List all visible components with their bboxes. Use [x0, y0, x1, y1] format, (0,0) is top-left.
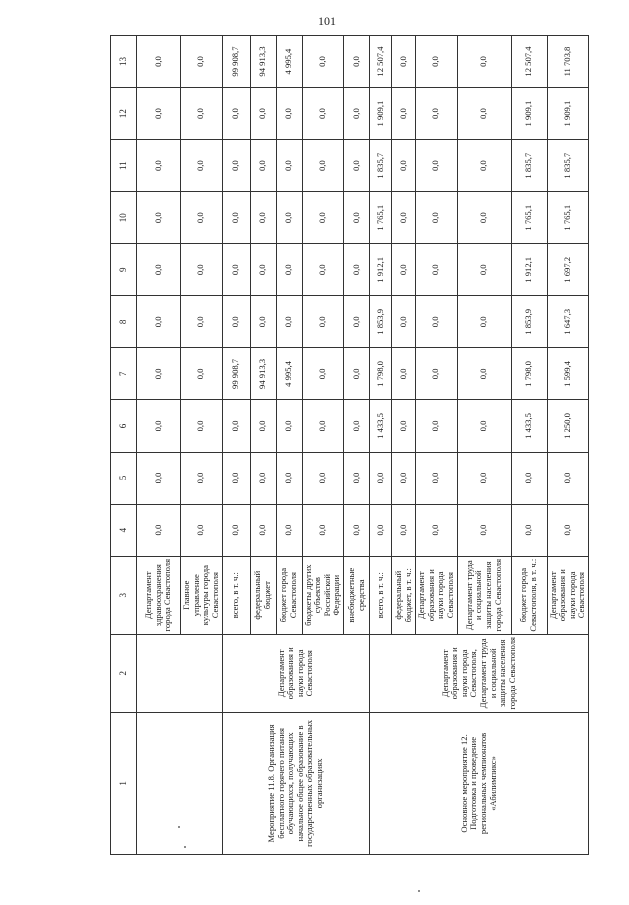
- value-cell: 12 507,4: [511, 36, 547, 88]
- value-cell: 0,0: [181, 400, 223, 452]
- funding-source-cell: Департамент образования и науки города Севастополя: [416, 556, 458, 634]
- table-row: [222, 36, 250, 855]
- value-cell: 0,0: [222, 504, 250, 556]
- value-cell: 0,0: [547, 504, 589, 556]
- scan-speck: [418, 890, 420, 892]
- value-cell: 0,0: [222, 140, 250, 192]
- value-cell: 0,0: [137, 140, 181, 192]
- budget-table: [110, 35, 589, 855]
- value-cell: 0,0: [511, 504, 547, 556]
- value-cell: 0,0: [276, 296, 302, 348]
- value-cell: 0,0: [137, 36, 181, 88]
- value-cell: 0,0: [181, 296, 223, 348]
- value-cell: 0,0: [302, 348, 344, 400]
- executor-cell: Департамент образования и науки города Севастополя: [222, 634, 370, 712]
- value-cell: 1 835,7: [547, 140, 589, 192]
- value-cell: 0,0: [344, 296, 370, 348]
- header-cell: 7: [111, 348, 137, 400]
- value-cell: 0,0: [137, 88, 181, 140]
- value-cell: 94 913,3: [250, 348, 276, 400]
- funding-source-cell: всего, в т. ч.:: [222, 556, 250, 634]
- scan-speck: [178, 826, 180, 828]
- value-cell: 0,0: [416, 244, 458, 296]
- value-cell: 0,0: [392, 452, 416, 504]
- value-cell: 1 433,5: [370, 400, 392, 452]
- funding-source-cell: Департамент труда и социальной защиты населения города Севастополя: [457, 556, 511, 634]
- value-cell: 1 835,7: [370, 140, 392, 192]
- value-cell: 4 995,4: [276, 348, 302, 400]
- value-cell: 0,0: [302, 192, 344, 244]
- value-cell: 1 765,1: [370, 192, 392, 244]
- value-cell: 12 507,4: [370, 36, 392, 88]
- value-cell: 0,0: [250, 192, 276, 244]
- value-cell: 0,0: [416, 140, 458, 192]
- header-cell: 11: [111, 140, 137, 192]
- header-cell: 2: [111, 634, 137, 712]
- value-cell: 0,0: [344, 244, 370, 296]
- value-cell: 0,0: [370, 504, 392, 556]
- header-cell: 1: [111, 712, 137, 854]
- value-cell: 1 250,0: [547, 400, 589, 452]
- value-cell: 0,0: [392, 36, 416, 88]
- value-cell: 0,0: [392, 400, 416, 452]
- value-cell: 0,0: [392, 88, 416, 140]
- value-cell: 0,0: [276, 244, 302, 296]
- value-cell: 0,0: [392, 192, 416, 244]
- event-name-cell: Основное мероприятие 12. Подготовка и проведение региональных чемпионатов «Абилимпикс»: [370, 712, 589, 854]
- value-cell: 4 995,4: [276, 36, 302, 88]
- page-number: 101: [318, 14, 336, 28]
- scan-speck: [184, 846, 186, 848]
- value-cell: 1 853,9: [370, 296, 392, 348]
- value-cell: 0,0: [344, 504, 370, 556]
- value-cell: 0,0: [181, 244, 223, 296]
- value-cell: 0,0: [416, 296, 458, 348]
- event-name-cell: [137, 712, 223, 854]
- value-cell: 0,0: [392, 244, 416, 296]
- value-cell: 0,0: [457, 452, 511, 504]
- funding-source-cell: бюджеты других субъектов Российской Федерации: [302, 556, 344, 634]
- value-cell: 11 703,8: [547, 36, 589, 88]
- value-cell: 0,0: [250, 244, 276, 296]
- value-cell: 0,0: [302, 504, 344, 556]
- funding-source-cell: внебюджетные средства: [344, 556, 370, 634]
- header-cell: 13: [111, 36, 137, 88]
- header-cell: 8: [111, 296, 137, 348]
- value-cell: 0,0: [181, 36, 223, 88]
- value-cell: 0,0: [344, 192, 370, 244]
- value-cell: 0,0: [181, 504, 223, 556]
- header-cell: 3: [111, 556, 137, 634]
- value-cell: 0,0: [181, 140, 223, 192]
- value-cell: 1 909,1: [370, 88, 392, 140]
- value-cell: 0,0: [181, 348, 223, 400]
- value-cell: 0,0: [137, 400, 181, 452]
- funding-source-cell: федеральный бюджет, в т. ч.:: [392, 556, 416, 634]
- value-cell: 0,0: [457, 296, 511, 348]
- value-cell: 0,0: [181, 192, 223, 244]
- value-cell: 1 697,2: [547, 244, 589, 296]
- value-cell: 0,0: [302, 88, 344, 140]
- value-cell: 0,0: [457, 244, 511, 296]
- value-cell: 0,0: [302, 140, 344, 192]
- value-cell: 1 647,3: [547, 296, 589, 348]
- value-cell: 0,0: [250, 296, 276, 348]
- funding-source-cell: бюджет города Севастополя: [276, 556, 302, 634]
- value-cell: 99 908,7: [222, 348, 250, 400]
- value-cell: 0,0: [276, 400, 302, 452]
- value-cell: 0,0: [547, 452, 589, 504]
- value-cell: 0,0: [250, 504, 276, 556]
- value-cell: 0,0: [416, 192, 458, 244]
- value-cell: 0,0: [457, 192, 511, 244]
- value-cell: 0,0: [457, 504, 511, 556]
- value-cell: 0,0: [276, 140, 302, 192]
- value-cell: 0,0: [302, 296, 344, 348]
- value-cell: 0,0: [392, 140, 416, 192]
- value-cell: 0,0: [344, 348, 370, 400]
- funding-source-cell: всего, в т. ч.:: [370, 556, 392, 634]
- value-cell: 1 433,5: [511, 400, 547, 452]
- value-cell: 0,0: [222, 192, 250, 244]
- value-cell: 0,0: [416, 504, 458, 556]
- funding-source-cell: Департамент здравоохранения города Севастополя: [137, 556, 181, 634]
- value-cell: 0,0: [344, 400, 370, 452]
- header-cell: 5: [111, 452, 137, 504]
- value-cell: 0,0: [137, 192, 181, 244]
- value-cell: 0,0: [302, 36, 344, 88]
- value-cell: 1 912,1: [370, 244, 392, 296]
- value-cell: 0,0: [276, 452, 302, 504]
- value-cell: 0,0: [370, 452, 392, 504]
- event-name-cell: Мероприятие 11.8. Организация бесплатного горячего питания обучающихся, получающих начальное общее образование в государственных образовательных организациях: [222, 712, 370, 854]
- value-cell: 0,0: [222, 400, 250, 452]
- value-cell: 0,0: [181, 452, 223, 504]
- header-cell: 9: [111, 244, 137, 296]
- rotated-table-container: [110, 35, 587, 855]
- header-cell: 6: [111, 400, 137, 452]
- value-cell: 0,0: [137, 244, 181, 296]
- value-cell: 0,0: [222, 244, 250, 296]
- header-cell: 4: [111, 504, 137, 556]
- table-row: [370, 36, 392, 855]
- header-cell: 12: [111, 88, 137, 140]
- value-cell: 0,0: [511, 452, 547, 504]
- value-cell: 0,0: [250, 140, 276, 192]
- funding-source-cell: Главное управление культуры города Севастополя: [181, 556, 223, 634]
- table-row: [137, 36, 181, 855]
- value-cell: 0,0: [392, 504, 416, 556]
- value-cell: 1 798,0: [370, 348, 392, 400]
- value-cell: 0,0: [344, 36, 370, 88]
- value-cell: 0,0: [416, 400, 458, 452]
- value-cell: 0,0: [181, 88, 223, 140]
- value-cell: 1 909,1: [511, 88, 547, 140]
- value-cell: 0,0: [457, 36, 511, 88]
- value-cell: 0,0: [137, 296, 181, 348]
- value-cell: 0,0: [222, 296, 250, 348]
- value-cell: 0,0: [344, 88, 370, 140]
- value-cell: 0,0: [392, 348, 416, 400]
- value-cell: 1 909,1: [547, 88, 589, 140]
- value-cell: 0,0: [302, 244, 344, 296]
- value-cell: 1 835,7: [511, 140, 547, 192]
- value-cell: 0,0: [222, 452, 250, 504]
- executor-cell: [137, 634, 223, 712]
- funding-source-cell: бюджет города Севастополя, в т. ч.:: [511, 556, 547, 634]
- value-cell: 0,0: [137, 504, 181, 556]
- executor-cell: Департамент образования и науки города Севастополя, Департамент труда и социальной защиты населения города Севастополя: [370, 634, 589, 712]
- header-row: [111, 36, 137, 855]
- value-cell: 0,0: [222, 88, 250, 140]
- value-cell: 0,0: [457, 348, 511, 400]
- value-cell: 99 908,7: [222, 36, 250, 88]
- value-cell: 0,0: [344, 140, 370, 192]
- value-cell: 0,0: [276, 88, 302, 140]
- value-cell: 1 765,1: [511, 192, 547, 244]
- value-cell: 0,0: [416, 452, 458, 504]
- value-cell: 0,0: [416, 88, 458, 140]
- value-cell: 1 599,4: [547, 348, 589, 400]
- funding-source-cell: Департамент образования и науки города Севастополя: [547, 556, 589, 634]
- value-cell: 0,0: [457, 140, 511, 192]
- value-cell: 1 853,9: [511, 296, 547, 348]
- value-cell: 0,0: [250, 400, 276, 452]
- value-cell: 0,0: [276, 504, 302, 556]
- value-cell: 0,0: [457, 400, 511, 452]
- value-cell: 0,0: [416, 348, 458, 400]
- value-cell: 1 765,1: [547, 192, 589, 244]
- value-cell: 1 912,1: [511, 244, 547, 296]
- value-cell: 0,0: [344, 452, 370, 504]
- value-cell: 0,0: [250, 452, 276, 504]
- value-cell: 0,0: [137, 348, 181, 400]
- value-cell: 0,0: [457, 88, 511, 140]
- header-cell: 10: [111, 192, 137, 244]
- value-cell: 0,0: [302, 400, 344, 452]
- value-cell: 0,0: [137, 452, 181, 504]
- value-cell: 0,0: [276, 192, 302, 244]
- funding-source-cell: федеральный бюджет: [250, 556, 276, 634]
- value-cell: 94 913,3: [250, 36, 276, 88]
- value-cell: 0,0: [302, 452, 344, 504]
- value-cell: 0,0: [250, 88, 276, 140]
- value-cell: 1 798,0: [511, 348, 547, 400]
- value-cell: 0,0: [392, 296, 416, 348]
- value-cell: 0,0: [416, 36, 458, 88]
